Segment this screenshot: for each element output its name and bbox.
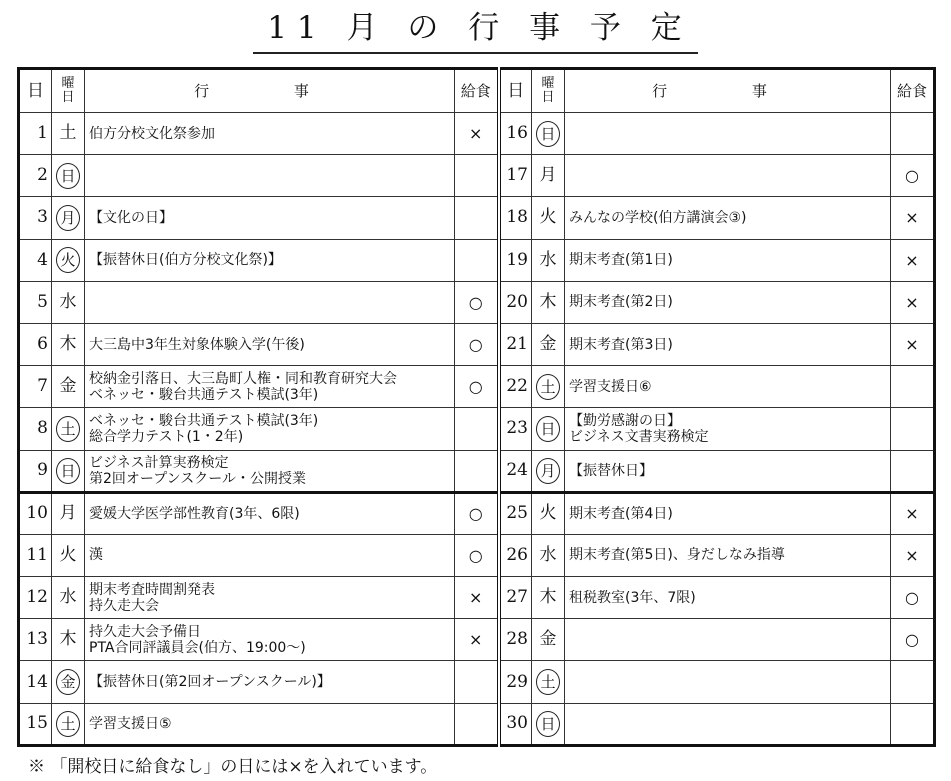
meal-mark: × [455, 619, 499, 661]
event-line: 期末考査(第1日) [569, 252, 673, 269]
day-number: 19 [499, 239, 532, 281]
meal-mark: × [891, 492, 935, 534]
event-cell [85, 113, 455, 155]
weekday-cell [532, 492, 565, 534]
footnote: ※ 「開校日に給食なし」の日には×を入れています。 [28, 757, 438, 777]
event-cell [85, 577, 455, 619]
meal-mark: × [891, 281, 935, 323]
event-line: 総合学力テスト(1・2年) [89, 428, 244, 445]
day-number: 15 [19, 703, 52, 745]
weekday-label: 水 [59, 587, 77, 608]
weekday-cell [52, 366, 85, 408]
event-line: 持久走大会予備日 [89, 623, 201, 640]
weekday-cell [52, 239, 85, 281]
weekday-circled: 土 [56, 711, 80, 737]
event-line: 期末考査時間割発表 [89, 581, 215, 598]
table-row [19, 366, 935, 408]
event-cell [85, 534, 455, 576]
event-line: 漢 [89, 547, 103, 564]
day-number: 10 [19, 492, 52, 534]
meal-mark: ○ [891, 155, 935, 197]
event-cell [85, 197, 455, 239]
weekday-cell [532, 619, 565, 661]
header-weekday: 曜 日 [52, 69, 85, 113]
header-day: 日 [499, 69, 532, 113]
weekday-circled: 土 [536, 374, 560, 400]
weekday-cell [52, 323, 85, 365]
event-line: 【振替休日(伯方分校文化祭)】 [89, 252, 282, 269]
weekday-circled: 日 [536, 121, 560, 147]
day-number: 5 [19, 281, 52, 323]
weekday-cell [52, 619, 85, 661]
weekday-label: 金 [539, 334, 557, 355]
day-number: 16 [499, 113, 532, 155]
meal-mark [455, 408, 499, 450]
event-cell [565, 408, 891, 450]
meal-mark: × [891, 197, 935, 239]
weekday-label: 金 [59, 376, 77, 397]
event-line: 期末考査(第3日) [569, 336, 673, 353]
event-line: 第2回オープンスクール・公開授業 [89, 470, 306, 487]
weekday-label: 月 [539, 165, 557, 186]
weekday-cell [532, 366, 565, 408]
table-row [19, 197, 935, 239]
day-number: 22 [499, 366, 532, 408]
event-cell [565, 366, 891, 408]
table-row [19, 408, 935, 450]
event-cell [565, 534, 891, 576]
weekday-label: 土 [59, 123, 77, 144]
day-number: 1 [19, 113, 52, 155]
event-cell [85, 661, 455, 703]
weekday-cell [532, 239, 565, 281]
event-cell [85, 619, 455, 661]
event-cell [85, 366, 455, 408]
meal-mark: × [455, 577, 499, 619]
meal-mark [455, 197, 499, 239]
meal-mark: ○ [455, 323, 499, 365]
meal-mark: × [891, 534, 935, 576]
day-number: 13 [19, 619, 52, 661]
header-meal: 給食 [891, 69, 935, 113]
event-cell [565, 197, 891, 239]
weekday-label: 火 [539, 207, 557, 228]
meal-mark [891, 661, 935, 703]
meal-mark [455, 239, 499, 281]
meal-mark [891, 703, 935, 745]
weekday-label: 火 [539, 503, 557, 524]
weekday-cell [532, 408, 565, 450]
weekday-circled: 火 [56, 247, 80, 273]
weekday-label: 金 [539, 629, 557, 650]
day-number: 12 [19, 577, 52, 619]
event-cell [565, 703, 891, 745]
header-meal: 給食 [455, 69, 499, 113]
header-event: 行 事 [85, 69, 455, 113]
day-number: 18 [499, 197, 532, 239]
day-number: 20 [499, 281, 532, 323]
table-row [19, 113, 935, 155]
meal-mark [891, 450, 935, 492]
meal-mark [891, 366, 935, 408]
day-number: 14 [19, 661, 52, 703]
day-number: 28 [499, 619, 532, 661]
event-line: ベネッセ・駿台共通テスト模試(3年) [89, 412, 319, 429]
event-line: 大三島中3年生対象体験入学(午後) [89, 336, 305, 353]
meal-mark: ○ [891, 619, 935, 661]
day-number: 3 [19, 197, 52, 239]
weekday-cell [52, 703, 85, 745]
weekday-cell [532, 450, 565, 492]
weekday-cell [532, 534, 565, 576]
event-line: ビジネス計算実務検定 [89, 454, 229, 471]
weekday-cell [532, 577, 565, 619]
event-cell [565, 619, 891, 661]
weekday-cell [52, 450, 85, 492]
weekday-cell [52, 577, 85, 619]
weekday-cell [52, 113, 85, 155]
weekday-circled: 土 [536, 669, 560, 695]
weekday-label: 木 [59, 334, 77, 355]
event-cell [565, 450, 891, 492]
weekday-cell [532, 323, 565, 365]
event-line: 【振替休日】 [569, 462, 653, 479]
event-line: ベネッセ・駿台共通テスト模試(3年) [89, 386, 319, 403]
weekday-circled: 日 [536, 416, 560, 442]
day-number: 24 [499, 450, 532, 492]
weekday-label: 水 [59, 291, 77, 312]
meal-mark [891, 113, 935, 155]
event-cell [565, 577, 891, 619]
weekday-circled: 月 [56, 205, 80, 231]
weekday-cell [52, 281, 85, 323]
event-cell [565, 323, 891, 365]
event-line: 持久走大会 [89, 597, 159, 614]
meal-mark [891, 408, 935, 450]
event-cell [85, 408, 455, 450]
meal-mark [455, 155, 499, 197]
meal-mark: ○ [455, 492, 499, 534]
event-line: 【振替休日(第2回オープンスクール)】 [89, 674, 331, 691]
event-cell [85, 703, 455, 745]
event-line: ビジネス文書実務検定 [569, 428, 709, 445]
meal-mark [455, 450, 499, 492]
event-line: 期末考査(第4日) [569, 505, 673, 522]
event-cell [565, 492, 891, 534]
weekday-cell [532, 155, 565, 197]
day-number: 11 [19, 534, 52, 576]
day-number: 2 [19, 155, 52, 197]
table-row [19, 703, 935, 745]
table-row [19, 492, 935, 534]
meal-mark [455, 703, 499, 745]
title-text: 11 月 の 行 事 予 定 [253, 6, 698, 54]
table-row [19, 619, 935, 661]
event-cell [85, 492, 455, 534]
weekday-cell [532, 113, 565, 155]
day-number: 30 [499, 703, 532, 745]
weekday-cell [532, 703, 565, 745]
day-number: 27 [499, 577, 532, 619]
event-cell [85, 155, 455, 197]
schedule-body [19, 69, 935, 746]
meal-mark: ○ [455, 366, 499, 408]
day-number: 29 [499, 661, 532, 703]
header-event: 行 事 [565, 69, 891, 113]
table-row [19, 450, 935, 492]
table-row [19, 323, 935, 365]
weekday-circled: 月 [536, 458, 560, 484]
header-day: 日 [19, 69, 52, 113]
weekday-cell [532, 661, 565, 703]
weekday-label: 木 [539, 587, 557, 608]
table-row [19, 281, 935, 323]
day-number: 23 [499, 408, 532, 450]
day-number: 4 [19, 239, 52, 281]
meal-mark: ○ [455, 281, 499, 323]
table-row [19, 155, 935, 197]
weekday-cell [52, 661, 85, 703]
event-cell [565, 281, 891, 323]
event-line: PTA合同評議員会(伯方、19:00～) [89, 639, 306, 656]
day-number: 7 [19, 366, 52, 408]
meal-mark: × [455, 113, 499, 155]
meal-mark: ○ [891, 577, 935, 619]
event-cell [85, 239, 455, 281]
weekday-circled: 土 [56, 416, 80, 442]
event-line: 租税教室(3年、7限) [569, 589, 696, 606]
event-line: 期末考査(第5日)、身だしなみ指導 [569, 547, 785, 564]
event-line: 愛媛大学医学部性教育(3年、6限) [89, 505, 300, 522]
event-line: 伯方分校文化祭参加 [89, 125, 215, 142]
meal-mark [455, 661, 499, 703]
header-weekday: 曜 日 [532, 69, 565, 113]
event-line: 学習支援日⑥ [569, 378, 652, 395]
event-line: 校納金引落日、大三島町人権・同和教育研究大会 [89, 370, 397, 387]
day-number: 9 [19, 450, 52, 492]
event-line: 【文化の日】 [89, 209, 173, 226]
weekday-circled: 日 [56, 458, 80, 484]
weekday-cell [532, 281, 565, 323]
weekday-label: 木 [539, 291, 557, 312]
weekday-label: 水 [539, 544, 557, 565]
weekday-cell [532, 197, 565, 239]
weekday-circled: 金 [56, 669, 80, 695]
event-cell [85, 450, 455, 492]
weekday-cell [52, 408, 85, 450]
event-cell [565, 239, 891, 281]
event-cell [565, 155, 891, 197]
meal-mark: × [891, 323, 935, 365]
event-line: 【勤労感謝の日】 [569, 412, 681, 429]
table-row [19, 577, 935, 619]
event-cell [565, 113, 891, 155]
day-number: 17 [499, 155, 532, 197]
event-line: みんなの学校(伯方講演会③) [569, 209, 747, 226]
table-row [19, 534, 935, 576]
weekday-cell [52, 155, 85, 197]
event-line: 学習支援日⑤ [89, 715, 172, 732]
event-cell [565, 661, 891, 703]
table-row [19, 661, 935, 703]
schedule-table [17, 67, 936, 747]
weekday-label: 水 [539, 249, 557, 270]
day-number: 21 [499, 323, 532, 365]
day-number: 8 [19, 408, 52, 450]
weekday-label: 火 [59, 544, 77, 565]
meal-mark: ○ [455, 534, 499, 576]
weekday-circled: 日 [536, 711, 560, 737]
day-number: 26 [499, 534, 532, 576]
day-number: 25 [499, 492, 532, 534]
meal-mark: × [891, 239, 935, 281]
event-cell [85, 323, 455, 365]
event-line: 期末考査(第2日) [569, 294, 673, 311]
weekday-cell [52, 197, 85, 239]
header-row [19, 69, 935, 113]
weekday-label: 木 [59, 629, 77, 650]
weekday-circled: 日 [56, 163, 80, 189]
weekday-cell [52, 492, 85, 534]
page-title [0, 6, 951, 54]
event-cell [85, 281, 455, 323]
weekday-label: 月 [59, 503, 77, 524]
table-row [19, 239, 935, 281]
day-number: 6 [19, 323, 52, 365]
weekday-cell [52, 534, 85, 576]
